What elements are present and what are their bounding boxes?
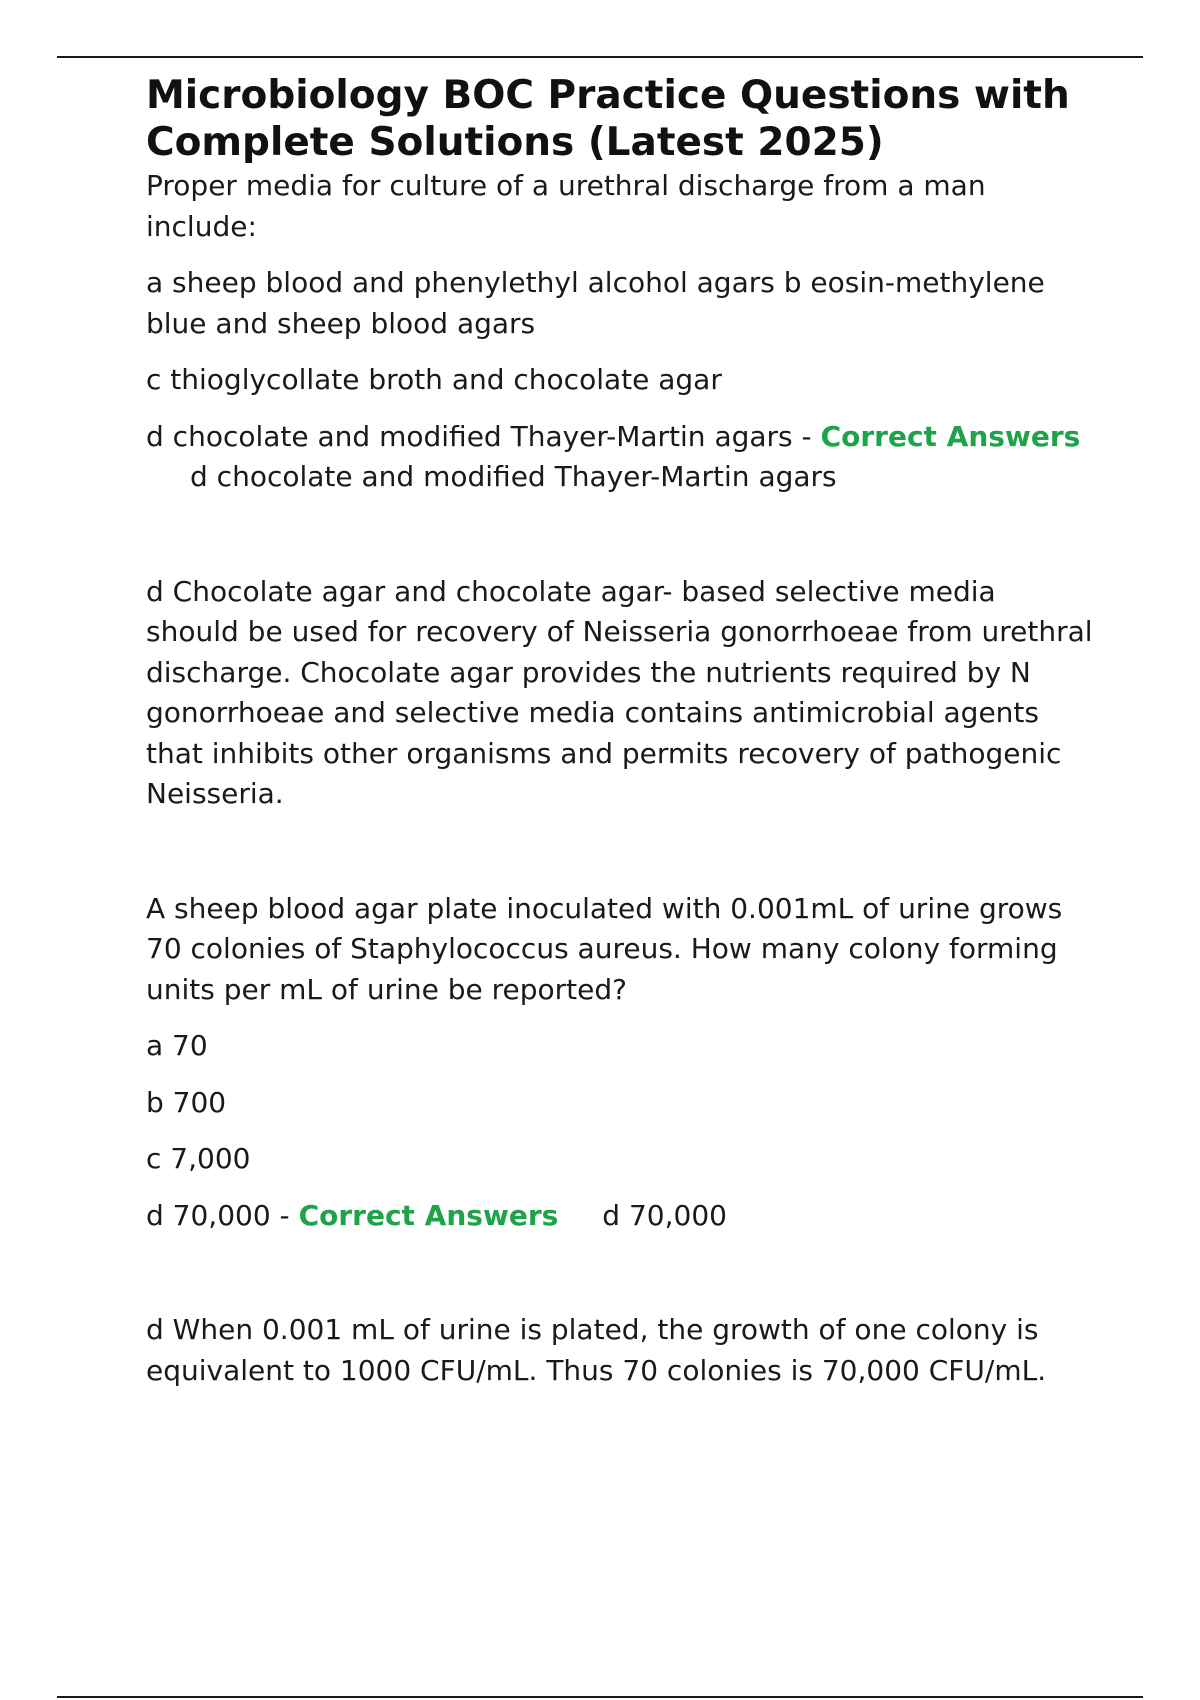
bottom-rule bbox=[57, 1696, 1143, 1698]
question-stem: A sheep blood agar plate inoculated with 0.001mL of urine grows 70 colonies of Staphylococcus aureus. How many colony forming units per mL of urine be reported? bbox=[146, 891, 1063, 1006]
answer-option-d: d 70,000 - bbox=[146, 1198, 290, 1232]
answer-explanation: d Chocolate agar and chocolate agar- based selective media should be used for recovery of Neisseria gonorrhoeae from urethral discharge. Chocolate agar provides the nutrients required by N gonorrhoeae and selective media contains antimicrobial agents that inhibits other organisms and permits recovery of pathogenic Neisseria. bbox=[146, 574, 1093, 810]
top-rule bbox=[57, 56, 1143, 58]
answer-option: c 7,000 bbox=[146, 1142, 251, 1175]
answer-option: b 700 bbox=[146, 1085, 227, 1119]
correct-answer-value: d chocolate and modified Thayer-Martin agars bbox=[190, 460, 837, 493]
answer-option: a sheep blood and phenylethyl alcohol agars b eosin-methylene blue and sheep blood agars bbox=[146, 266, 1045, 340]
correct-answers-label: Correct Answers bbox=[820, 419, 1081, 453]
answer-option-d: d chocolate and modified Thayer-Martin agars - bbox=[146, 419, 812, 453]
question-1 bbox=[146, 166, 1096, 815]
answer-option: a 70 bbox=[146, 1029, 208, 1062]
document-title: Microbiology BOC Practice Questions with Complete Solutions (Latest 2025) bbox=[146, 73, 1070, 165]
correct-answers-label: Correct Answers bbox=[298, 1198, 559, 1232]
answer-option: c thioglycollate broth and chocolate agar bbox=[146, 363, 722, 396]
correct-answer-line bbox=[146, 417, 1096, 498]
answer-explanation: d When 0.001 mL of urine is plated, the growth of one colony is equivalent to 1000 CFU/mL. Thus 70 colonies is 70,000 CFU/mL. bbox=[146, 1313, 1047, 1387]
correct-answer-line bbox=[146, 1196, 1096, 1237]
correct-answer-value: d 70,000 bbox=[602, 1198, 727, 1232]
question-stem: Proper media for culture of a urethral discharge from a man include: bbox=[146, 169, 986, 243]
document-body bbox=[146, 72, 1096, 1391]
question-2 bbox=[146, 889, 1096, 1392]
